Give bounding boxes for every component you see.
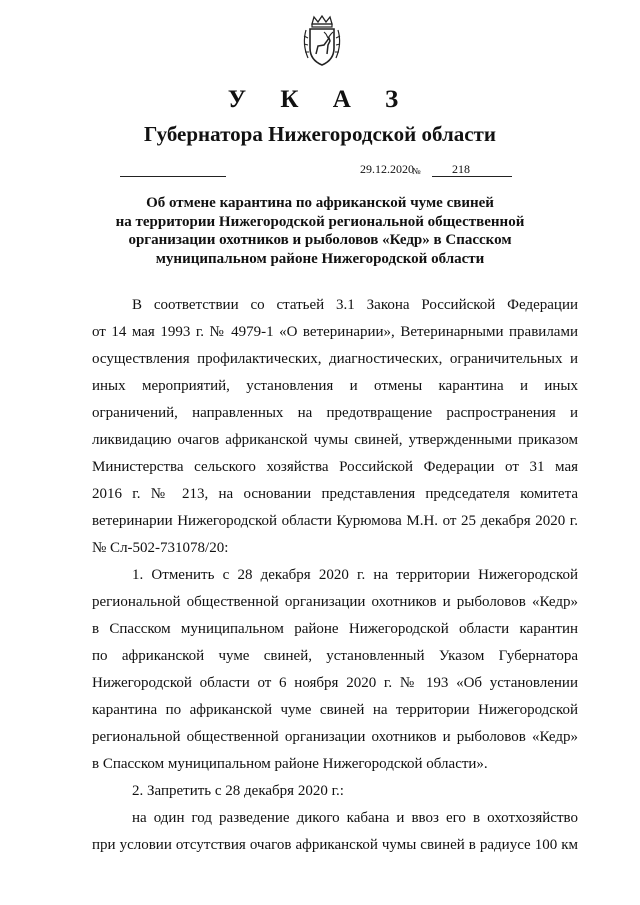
decree-heading — [90, 194, 550, 268]
document-date: 29.12.2020 — [360, 162, 414, 176]
body-line: карантина по африканской чуме свиней на территории Нижегородской — [92, 702, 578, 718]
body-line: 2016 г. № 213, на основании представления председателя комитета — [92, 486, 578, 502]
heading-line: муниципальном районе Нижегородской области — [155, 250, 485, 267]
body-line: при условии отсутствия очагов африканской чумы свиней в радиусе 100 км — [92, 837, 578, 853]
number-label: № — [412, 166, 421, 176]
body-line: по африканской чуме свиней, установленный Указом Губернатора — [92, 648, 578, 664]
body-line: № Сл-502-731078/20: — [92, 540, 229, 556]
document-subtitle: Губернатора Нижегородской области — [144, 122, 496, 146]
heading-line: Об отмене карантина по африканской чуме свиней — [146, 195, 494, 211]
heading-line: на территории Нижегородской региональной общественной — [115, 213, 525, 230]
document-number: 218 — [452, 162, 470, 176]
body-line: региональной общественной организации охотников и рыболовов «Кедр» — [92, 594, 578, 610]
body-line: на один год разведение дикого кабана и ввоз его в охотхозяйство — [132, 810, 578, 826]
body-line: от 14 мая 1993 г. № 4979-1 «О ветеринарии», Ветеринарными правилами — [92, 324, 578, 340]
body-line: ликвидацию очагов африканской чумы свиней, утвержденными приказом — [92, 432, 578, 448]
number-underline — [432, 176, 512, 177]
body-line: иных мероприятий, установления и отмены карантина и иных — [92, 378, 578, 394]
body-line: Министерства сельского хозяйства Российской Федерации от 31 мая — [92, 459, 578, 475]
heading-line: организации охотников и рыболовов «Кедр» в Спасском — [128, 232, 512, 248]
body-line: В соответствии со статьей 3.1 Закона Российской Федерации — [132, 297, 578, 313]
blank-line — [120, 176, 226, 177]
body-line: ветеринарии Нижегородской области Курюмова М.Н. от 25 декабря 2020 г. — [92, 513, 578, 529]
body-line: региональной общественной организации охотников и рыболовов «Кедр» — [92, 729, 578, 745]
body-line: ограничений, направленных на предотвращение распространения и — [92, 405, 578, 421]
body-line: осуществления профилактических, диагностических, ограничительных и — [92, 351, 578, 367]
body-line: в Спасском муниципальном районе Нижегородской области карантин — [92, 621, 578, 637]
coat-of-arms-icon — [300, 14, 344, 70]
body-line: в Спасском муниципальном районе Нижегородской области». — [92, 756, 488, 772]
body-line: Нижегородской области от 6 ноября 2020 г. № 193 «Об установлении — [92, 675, 578, 691]
decree-body — [92, 292, 578, 859]
body-line: 1. Отменить с 28 декабря 2020 г. на территории Нижегородской — [132, 567, 578, 583]
document-title: У К А З — [227, 86, 413, 113]
body-line: 2. Запретить с 28 декабря 2020 г.: — [132, 783, 344, 799]
